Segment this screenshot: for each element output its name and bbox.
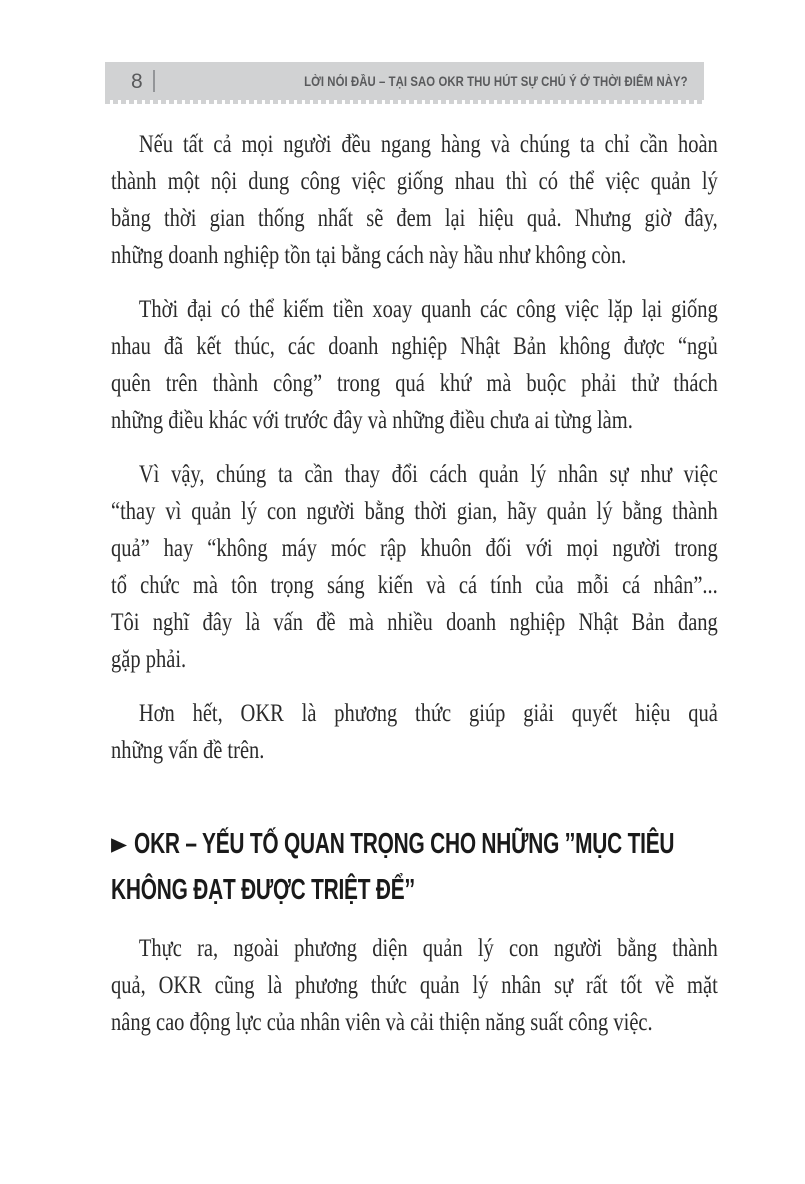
page-number-block [131, 70, 155, 92]
running-title: LỜI NÓI ĐẦU – TẠI SAO OKR THU HÚT SỰ CHÚ Ý Ở THỜI ĐIỂM NÀY? [304, 73, 688, 89]
text-line: Tôi nghĩ đây là vấn đề mà nhiều doanh nghiệp Nhật Bản đang [111, 609, 718, 636]
text-line: quả” hay “không máy móc rập khuôn đối với mọi người trong [111, 535, 718, 562]
paragraph [111, 695, 718, 769]
text-line: Nếu tất cả mọi người đều ngang hàng và chúng ta chỉ cần hoàn [138, 131, 718, 158]
text-line: bằng thời gian thống nhất sẽ đem lại hiệu quả. Nhưng giờ đây, [111, 205, 718, 232]
text-line: nhau đã kết thúc, các doanh nghiệp Nhật Bản không được “ngủ [111, 333, 718, 360]
triangle-marker-icon: ► [111, 826, 127, 860]
paragraph [111, 291, 718, 439]
paragraph [111, 930, 718, 1041]
text-line: tổ chức mà tôn trọng sáng kiến và cá tính của mỗi cá nhân”... [111, 572, 718, 599]
text-line: thành một nội dung công việc giống nhau thì có thể việc quản lý [111, 168, 718, 195]
paragraph [111, 456, 718, 678]
section-heading-text-1: OKR – YẾU TỐ QUAN TRỌNG CHO NHỮNG ’’MỤC TIÊU [134, 828, 675, 860]
section-heading-line-2: KHÔNG ĐẠT ĐƯỢC TRIỆT ĐỂ’’ [111, 874, 415, 906]
page-number-divider [153, 70, 155, 92]
paragraphs-after-heading [111, 930, 718, 1041]
text-line: gặp phải. [111, 646, 187, 673]
text-line: Vì vậy, chúng ta cần thay đổi cách quản lý nhân sự như việc [138, 461, 718, 488]
text-line: nâng cao động lực của nhân viên và cải thiện năng suất công việc. [111, 1009, 653, 1036]
section-heading-line-1 [111, 820, 718, 867]
text-line: Thực ra, ngoài phương diện quản lý con người bằng thành [138, 935, 718, 962]
page-body [111, 126, 718, 1058]
text-line: những điều khác với trước đây và những điều chưa ai từng làm. [111, 407, 633, 434]
paragraphs-before-heading [111, 126, 718, 769]
paragraph [111, 126, 718, 274]
text-line: những vấn đề trên. [111, 737, 265, 764]
text-line: những doanh nghiệp tồn tại bằng cách này hầu như không còn. [111, 242, 627, 269]
text-line: Hơn hết, OKR là phương thức giúp giải quyết hiệu quả [138, 700, 718, 727]
section-heading [111, 820, 718, 913]
text-line: “thay vì quản lý con người bằng thời gian, hãy quản lý bằng thành [111, 498, 718, 525]
text-line: quên trên thành công” trong quá khứ mà buộc phải thử thách [111, 370, 718, 397]
running-header [105, 62, 704, 100]
text-line: Thời đại có thể kiếm tiền xoay quanh các công việc lặp lại giống [138, 296, 718, 323]
text-line: quả, OKR cũng là phương thức quản lý nhân sự rất tốt về mặt [111, 972, 718, 999]
page-number: 8 [131, 69, 143, 93]
